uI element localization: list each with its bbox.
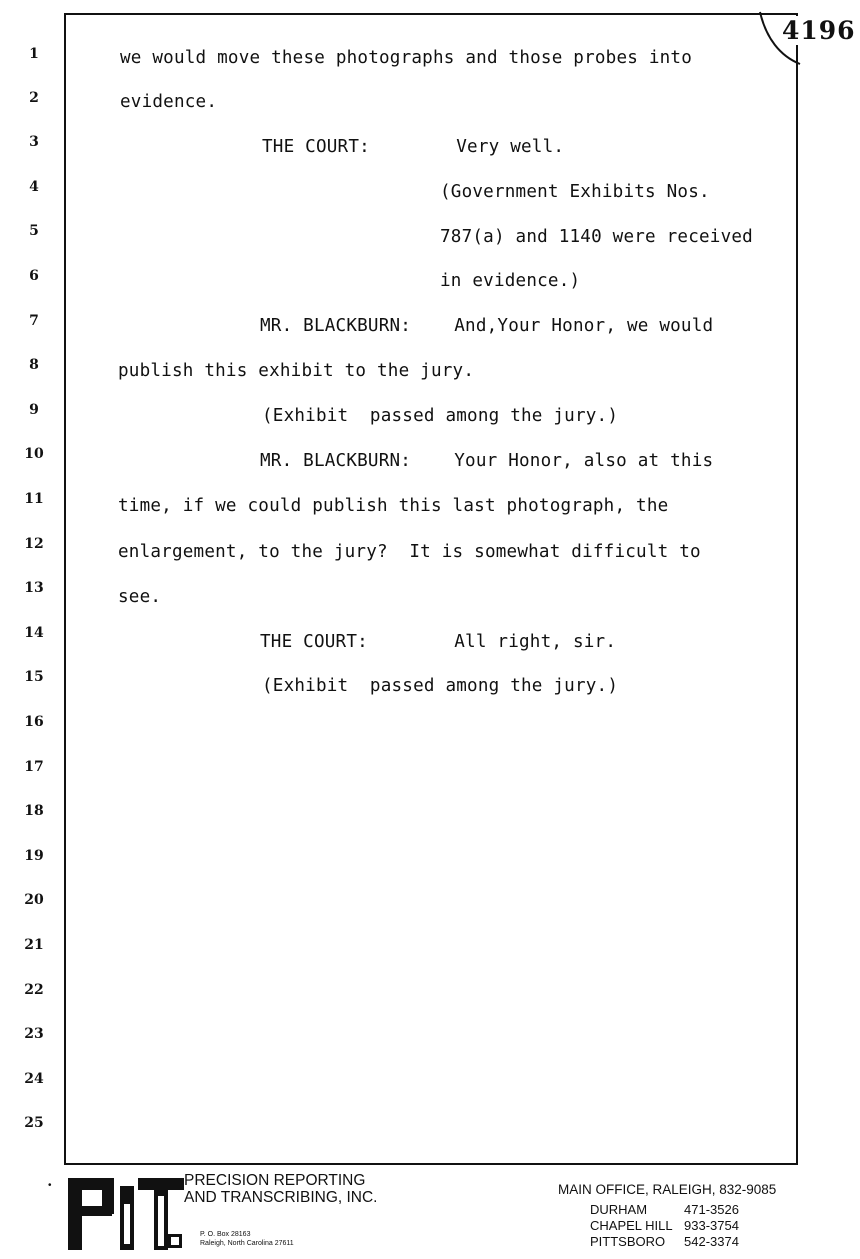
line-number: 7 (29, 313, 39, 329)
transcript-line: time, if we could publish this last photograph, the (118, 496, 669, 516)
line-number: 13 (24, 580, 44, 596)
line-number: 1 (29, 46, 39, 62)
line-number: 8 (29, 357, 39, 373)
transcript-line: enlargement, to the jury? It is somewhat difficult to (118, 542, 701, 562)
transcript-line: (Government Exhibits Nos. (440, 182, 710, 202)
line-number: 22 (24, 982, 44, 998)
transcript-line: (Exhibit passed among the jury.) (262, 406, 619, 426)
transcript-line: MR. BLACKBURN: Your Honor, also at this (260, 451, 714, 471)
line-number: 9 (29, 402, 39, 418)
logo-square (168, 1234, 182, 1248)
line-number: 5 (29, 223, 39, 239)
page-number: 4196 (778, 16, 860, 45)
transcript-line: THE COURT: All right, sir. (260, 632, 617, 652)
po-box: P. O. Box 28163 (200, 1231, 251, 1238)
line-number: 16 (24, 714, 44, 730)
company-line-2: AND TRANSCRIBING, INC. (184, 1189, 378, 1206)
line-number: 14 (24, 625, 44, 641)
line-number: 11 (24, 491, 44, 507)
line-number: 20 (24, 892, 44, 908)
line-number: 21 (24, 937, 44, 953)
office-city: DURHAM (590, 1202, 648, 1217)
office-phone: 542-3374 (684, 1234, 739, 1249)
company-address (200, 1230, 294, 1248)
line-number: 12 (24, 536, 44, 552)
line-number: 17 (24, 759, 44, 775)
address-city: Raleigh, North Carolina 27611 (200, 1240, 294, 1247)
footer (0, 1166, 860, 1259)
line-number: 19 (24, 848, 44, 864)
line-number: 25 (24, 1115, 44, 1131)
office-phone: 933-3754 (684, 1218, 739, 1233)
line-number: 24 (24, 1071, 44, 1087)
office-phone: 471-3526 (684, 1202, 739, 1217)
transcript-line: publish this exhibit to the jury. (118, 361, 475, 381)
main-office: MAIN OFFICE, RALEIGH, 832-9085 (558, 1182, 777, 1197)
bullet-mark: • (48, 1180, 52, 1191)
transcript-line: we would move these photographs and those probes into (120, 48, 692, 68)
transcript-line: see. (118, 587, 162, 607)
line-number: 4 (29, 179, 39, 195)
line-number: 6 (29, 268, 39, 284)
line-number: 18 (24, 803, 44, 819)
company-line-1: PRECISION REPORTING (184, 1172, 366, 1189)
line-number: 3 (29, 134, 39, 150)
office-city: PITTSBORO (590, 1234, 666, 1249)
transcript-line: THE COURT: Very well. (262, 137, 565, 157)
line-number: 10 (24, 446, 44, 462)
transcript-line: MR. BLACKBURN: And,Your Honor, we would (260, 316, 714, 336)
transcript-line: evidence. (120, 92, 218, 112)
line-number: 15 (24, 669, 44, 685)
line-number: 23 (24, 1026, 44, 1042)
transcript-line: in evidence.) (440, 271, 581, 291)
line-number: 2 (29, 90, 39, 106)
office-city: CHAPEL HILL (590, 1218, 673, 1233)
transcript-line: (Exhibit passed among the jury.) (262, 676, 619, 696)
transcript-line: 787(a) and 1140 were received (440, 227, 753, 247)
company-name (184, 1172, 378, 1206)
